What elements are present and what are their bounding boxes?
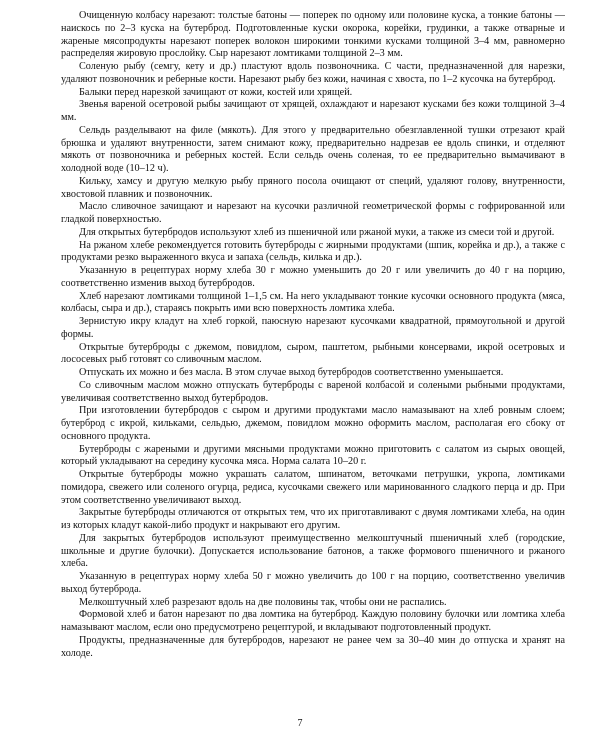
paragraph: Для закрытых бутербродов используют преимущественно мелкоштучный пшеничный хлеб (городские, школьные и другие булочки). Допускается использование батонов, а также формового пшеничного и ржаного хлеба. xyxy=(61,532,565,570)
paragraph: Зернистую икру кладут на хлеб горкой, паюсную нарезают кусочками квадратной, прямоугольной и другой формы. xyxy=(61,316,565,340)
paragraph: Бутерброды с жареными и другими мясными продуктами можно приготовить с салатом из сырых овощей, который укладывают на середину кусочка мяса. Норма салата 10–20 г. xyxy=(61,443,565,468)
paragraph: Со сливочным маслом можно отпускать бутерброды с вареной колбасой и солеными рыбными продуктами, увеличивая соответственно выход бутербродов. xyxy=(61,379,565,404)
page-body xyxy=(61,10,565,660)
paragraph: Продукты, предназначенные для бутербродов, нарезают не ранее чем за 30–40 мин до отпуска и хранят на холоде. xyxy=(61,634,565,659)
paragraph: Для открытых бутербродов используют хлеб из пшеничной или ржаной муки, а также из смеси той и другой. xyxy=(79,226,555,238)
paragraph: Очищенную колбасу нарезают: толстые батоны — поперек по одному или половине куска, а тонкие батоны — наискось по 2–3 куска на бутерброд. Подготовленные куски окорока, корейки, грудинки, а также отварные и жареные мясопродукты нарезают поперек волокон широкими тонкими кусками толщиной 3–4 мм, равномерно распределяя жировую прослойку. Сыр нарезают ломтиками толщиной 2–3 мм. xyxy=(61,10,565,60)
paragraph: Указанную в рецептурах норму хлеба 50 г можно увеличить до 100 г на порцию, соответственно увеличив выход бутерброда. xyxy=(61,571,565,595)
paragraph: На ржаном хлебе рекомендуется готовить бутерброды с жирными продуктами (шпик, корейка и др.), а также с продуктами резко выраженного вкуса и запаха (сельдь, килька и др.). xyxy=(61,239,565,264)
paragraph: При изготовлении бутербродов с сыром и другими продуктами масло намазывают на хлеб ровным слоем; бутерброд с икрой, кильками, сельдью, джемом, повидлом можно оформить маслом, располагая его сбоку от основного продукта. xyxy=(61,405,565,442)
paragraph: Формовой хлеб и батон нарезают по два ломтика на бутерброд. Каждую половину булочки или ломтика хлеба намазывают маслом, если оно предусмотрено рецептурой, и вкладывают подготовленный продукт. xyxy=(61,609,565,633)
paragraph: Открытые бутерброды с джемом, повидлом, сыром, паштетом, рыбными консервами, икрой осетровых и лососевых рыб готовят со сливочным маслом. xyxy=(61,341,565,366)
paragraph: Соленую рыбу (семгу, кету и др.) пластуют вдоль позвоночника. С части, предназначенной для нарезки, удаляют позвоночник и реберные кости. Нарезают рыбу без кожи, начиная с хвоста, по 1–2 кусочка на бутерброд. xyxy=(61,61,565,85)
paragraph: Открытые бутерброды можно украшать салатом, шпинатом, веточками петрушки, укропа, ломтиками помидора, свежего или соленого огурца, редиса, кусочками свежего или маринованного сладкого перца и др. При этом соответственно увеличивают выход. xyxy=(61,469,565,506)
paragraph: Сельдь разделывают на филе (мякоть). Для этого у предварительно обезглавленной тушки отрезают край брюшка и удаляют внутренности, затем снимают кожу, предварительно надрезав ее вдоль спинки, и отделяют мякоть от позвоночника и реберных костей. Если сельдь очень соленая, то ее предварительно вымачивают в холодной воде (10–12 ч). xyxy=(61,124,565,174)
paragraph: Балыки перед нарезкой зачищают от кожи, костей или хрящей. xyxy=(79,86,353,98)
paragraph: Указанную в рецептурах норму хлеба 30 г можно уменьшить до 20 г или увеличить до 40 г на порцию, соответственно изменив выход бутербродов. xyxy=(61,265,565,289)
paragraph: Хлеб нарезают ломтиками толщиной 1–1,5 см. На него укладывают тонкие кусочки основного продукта (мяса, колбасы, сыра и др.), стараясь покрыть ими всю поверхность ломтика хлеба. xyxy=(61,290,565,315)
page-number: 7 xyxy=(297,718,303,729)
paragraph: Кильку, хамсу и другую мелкую рыбу пряного посола очищают от специй, удаляют голову, внутренности, хвостовой плавник и позвоночник. xyxy=(61,175,565,200)
paragraph: Закрытые бутерброды отличаются от открытых тем, что их приготавливают с двумя ломтиками хлеба, на один из которых кладут какой-либо продукт и накрывают его другим. xyxy=(61,507,565,531)
paragraph: Звенья вареной осетровой рыбы зачищают от хрящей, охлаждают и нарезают кусками без кожи толщиной 3–4 мм. xyxy=(61,99,565,123)
paragraph: Масло сливочное зачищают и нарезают на кусочки различной геометрической формы с гофрированной или гладкой поверхностью. xyxy=(61,201,565,225)
paragraph: Мелкоштучный хлеб разрезают вдоль на две половины так, чтобы они не распались. xyxy=(79,596,447,608)
paragraph: Отпускать их можно и без масла. В этом случае выход бутербродов соответственно уменьшается. xyxy=(79,367,504,378)
